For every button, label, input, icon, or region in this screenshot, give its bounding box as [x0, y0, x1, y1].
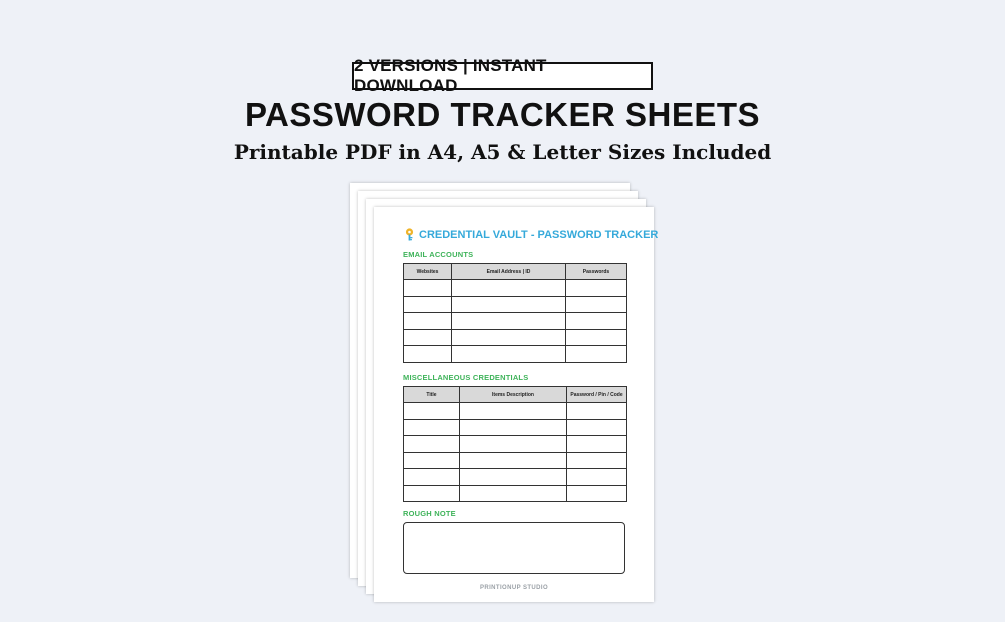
- versions-badge: 2 VERSIONS | INSTANT DOWNLOAD: [352, 62, 653, 90]
- table-row: [404, 469, 627, 486]
- table-cell: [404, 346, 452, 363]
- table-cell: [460, 452, 567, 469]
- misc-credentials-table: [403, 386, 627, 502]
- table-cell: [567, 452, 627, 469]
- column-header: Email Address | ID: [452, 264, 566, 280]
- table-cell: [460, 485, 567, 502]
- table-cell: [452, 280, 566, 297]
- document-title-text: CREDENTIAL VAULT - PASSWORD TRACKER: [419, 228, 659, 241]
- table-row: [404, 280, 627, 297]
- table-cell: [460, 403, 567, 420]
- table-cell: [567, 419, 627, 436]
- document-title: [404, 228, 659, 241]
- table-cell: [566, 329, 627, 346]
- column-header: Items Description: [460, 387, 567, 403]
- column-header: Passwords: [566, 264, 627, 280]
- table-cell: [566, 280, 627, 297]
- table-cell: [566, 296, 627, 313]
- table-cell: [567, 485, 627, 502]
- table-cell: [404, 452, 460, 469]
- table-row: [404, 313, 627, 330]
- table-cell: [460, 436, 567, 453]
- email-section-heading: EMAIL ACCOUNTS: [403, 250, 474, 259]
- rough-note-box: [403, 522, 625, 574]
- table-cell: [404, 419, 460, 436]
- table-row: [404, 296, 627, 313]
- table-cell: [404, 313, 452, 330]
- table-cell: [404, 436, 460, 453]
- front-sheet: [374, 207, 659, 602]
- table-cell: [452, 346, 566, 363]
- table-cell: [404, 485, 460, 502]
- table-cell: [452, 313, 566, 330]
- page-subtitle: Printable PDF in A4, A5 & Letter Sizes Included: [233, 140, 772, 164]
- table-cell: [566, 313, 627, 330]
- email-accounts-table: [403, 263, 627, 363]
- page-title: PASSWORD TRACKER SHEETS: [244, 96, 761, 133]
- table-header-row: [404, 387, 627, 403]
- misc-section-heading: MISCELLANEOUS CREDENTIALS: [403, 373, 529, 382]
- table-row: [404, 452, 627, 469]
- table-cell: [566, 346, 627, 363]
- table-cell: [460, 419, 567, 436]
- table-header-row: [404, 264, 627, 280]
- table-cell: [567, 403, 627, 420]
- table-cell: [567, 436, 627, 453]
- table-cell: [404, 403, 460, 420]
- column-header: Websites: [404, 264, 452, 280]
- table-cell: [452, 329, 566, 346]
- table-cell: [404, 280, 452, 297]
- table-cell: [404, 469, 460, 486]
- column-header: Title: [404, 387, 460, 403]
- table-cell: [404, 296, 452, 313]
- table-cell: [567, 469, 627, 486]
- table-cell: [460, 469, 567, 486]
- column-header: Password / Pin / Code: [567, 387, 627, 403]
- table-row: [404, 436, 627, 453]
- table-row: [404, 419, 627, 436]
- notes-section-heading: ROUGH NOTE: [403, 509, 456, 518]
- table-cell: [452, 296, 566, 313]
- studio-footer: PRINTIONUP STUDIO: [479, 585, 549, 591]
- table-row: [404, 485, 627, 502]
- key-icon: [404, 228, 415, 241]
- table-row: [404, 329, 627, 346]
- table-cell: [404, 329, 452, 346]
- table-row: [404, 346, 627, 363]
- table-row: [404, 403, 627, 420]
